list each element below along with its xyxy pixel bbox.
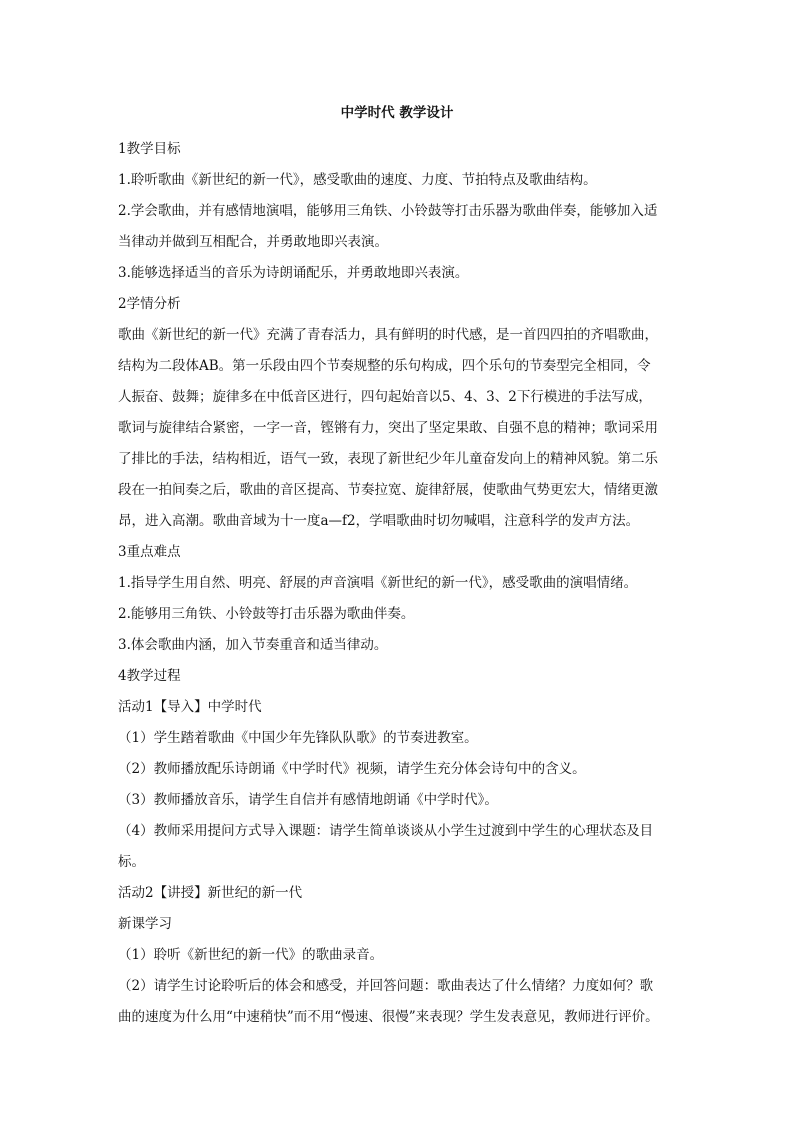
objective-item-3: 3.能够选择适当的音乐为诗朗诵配乐，并勇敢地即兴表演。	[118, 265, 469, 281]
section-heading-key-points: 3重点难点	[118, 544, 181, 560]
analysis-paragraph-line-3: 人振奋、鼓舞；旋律多在中低音区进行，四句起始音以5、4、3、2下行模进的手法写成，	[118, 389, 652, 405]
activity-2-heading: 活动2【讲授】新世纪的新一代	[118, 885, 303, 901]
analysis-paragraph-line-2: 结构为二段体AB。第一乐段由四个节奏规整的乐句构成，四个乐句的节奏型完全相同，令	[118, 358, 651, 374]
activity-1-step-4-line-2: 标。	[118, 854, 145, 870]
key-point-item-3: 3.体会歌曲内涵，加入节奏重音和适当律动。	[118, 637, 388, 653]
objective-item-1: 1.聆听歌曲《新世纪的新一代》，感受歌曲的速度、力度、节拍特点及歌曲结构。	[118, 172, 597, 188]
key-point-item-1: 1.指导学生用自然、明亮、舒展的声音演唱《新世纪的新一代》，感受歌曲的演唱情绪。	[118, 575, 638, 591]
section-heading-objectives: 1教学目标	[118, 141, 181, 157]
document-body	[118, 134, 678, 1033]
activity-2-step-1: （1）聆听《新世纪的新一代》的歌曲录音。	[118, 947, 384, 963]
analysis-paragraph-line-4: 歌词与旋律结合紧密，一字一音，铿锵有力，突出了坚定果敢、自强不息的精神；歌词采用	[118, 420, 658, 436]
objective-item-2-line-1: 2.学会歌曲，并有感情地演唱，能够用三角铁、小铃鼓等打击乐器为歌曲伴奏，能够加入适	[118, 203, 658, 219]
activity-2-step-2-line-1: （2）请学生讨论聆听后的体会和感受，并回答问题：歌曲表达了什么情绪？力度如何？歌	[118, 978, 654, 994]
analysis-paragraph-line-6: 段在一拍间奏之后，歌曲的音区提高、节奏拉宽、旋律舒展，使歌曲气势更宏大，情绪更激	[118, 482, 658, 498]
new-lesson-heading: 新课学习	[118, 916, 172, 932]
activity-1-heading: 活动1【导入】中学时代	[118, 699, 262, 715]
document-title: 中学时代 教学设计	[340, 105, 454, 121]
section-heading-analysis: 2学情分析	[118, 296, 181, 312]
activity-1-step-3: （3）教师播放音乐，请学生自信并有感情地朗诵《中学时代》。	[118, 792, 498, 808]
analysis-paragraph-line-1: 歌曲《新世纪的新一代》充满了青春活力，具有鲜明的时代感，是一首四四拍的齐唱歌曲，	[118, 327, 658, 343]
activity-1-step-2: （2）教师播放配乐诗朗诵《中学时代》视频，请学生充分体会诗句中的含义。	[118, 761, 586, 777]
analysis-paragraph-line-5: 了排比的手法，结构相近，语气一致，表现了新世纪少年儿童奋发向上的精神风貌。第二乐	[118, 451, 658, 467]
key-point-item-2: 2.能够用三角铁、小铃鼓等打击乐器为歌曲伴奏。	[118, 606, 415, 622]
activity-1-step-1: （1）学生踏着歌曲《中国少年先锋队队歌》的节奏进教室。	[118, 730, 478, 746]
activity-1-step-4-line-1: （4）教师采用提问方式导入课题：请学生简单谈谈从小学生过渡到中学生的心理状态及目	[118, 823, 654, 839]
objective-item-2-line-2: 当律动并做到互相配合，并勇敢地即兴表演。	[118, 234, 388, 250]
activity-2-step-2-line-2: 曲的速度为什么用“中速稍快”而不用“慢速、很慢”来表现？学生发表意见，教师进行评价。	[118, 1009, 659, 1025]
analysis-paragraph-line-7: 昂，进入高潮。歌曲音域为十一度a—f2，学唱歌曲时切勿喊唱，注意科学的发声方法。	[118, 513, 640, 529]
section-heading-process: 4教学过程	[118, 668, 181, 684]
